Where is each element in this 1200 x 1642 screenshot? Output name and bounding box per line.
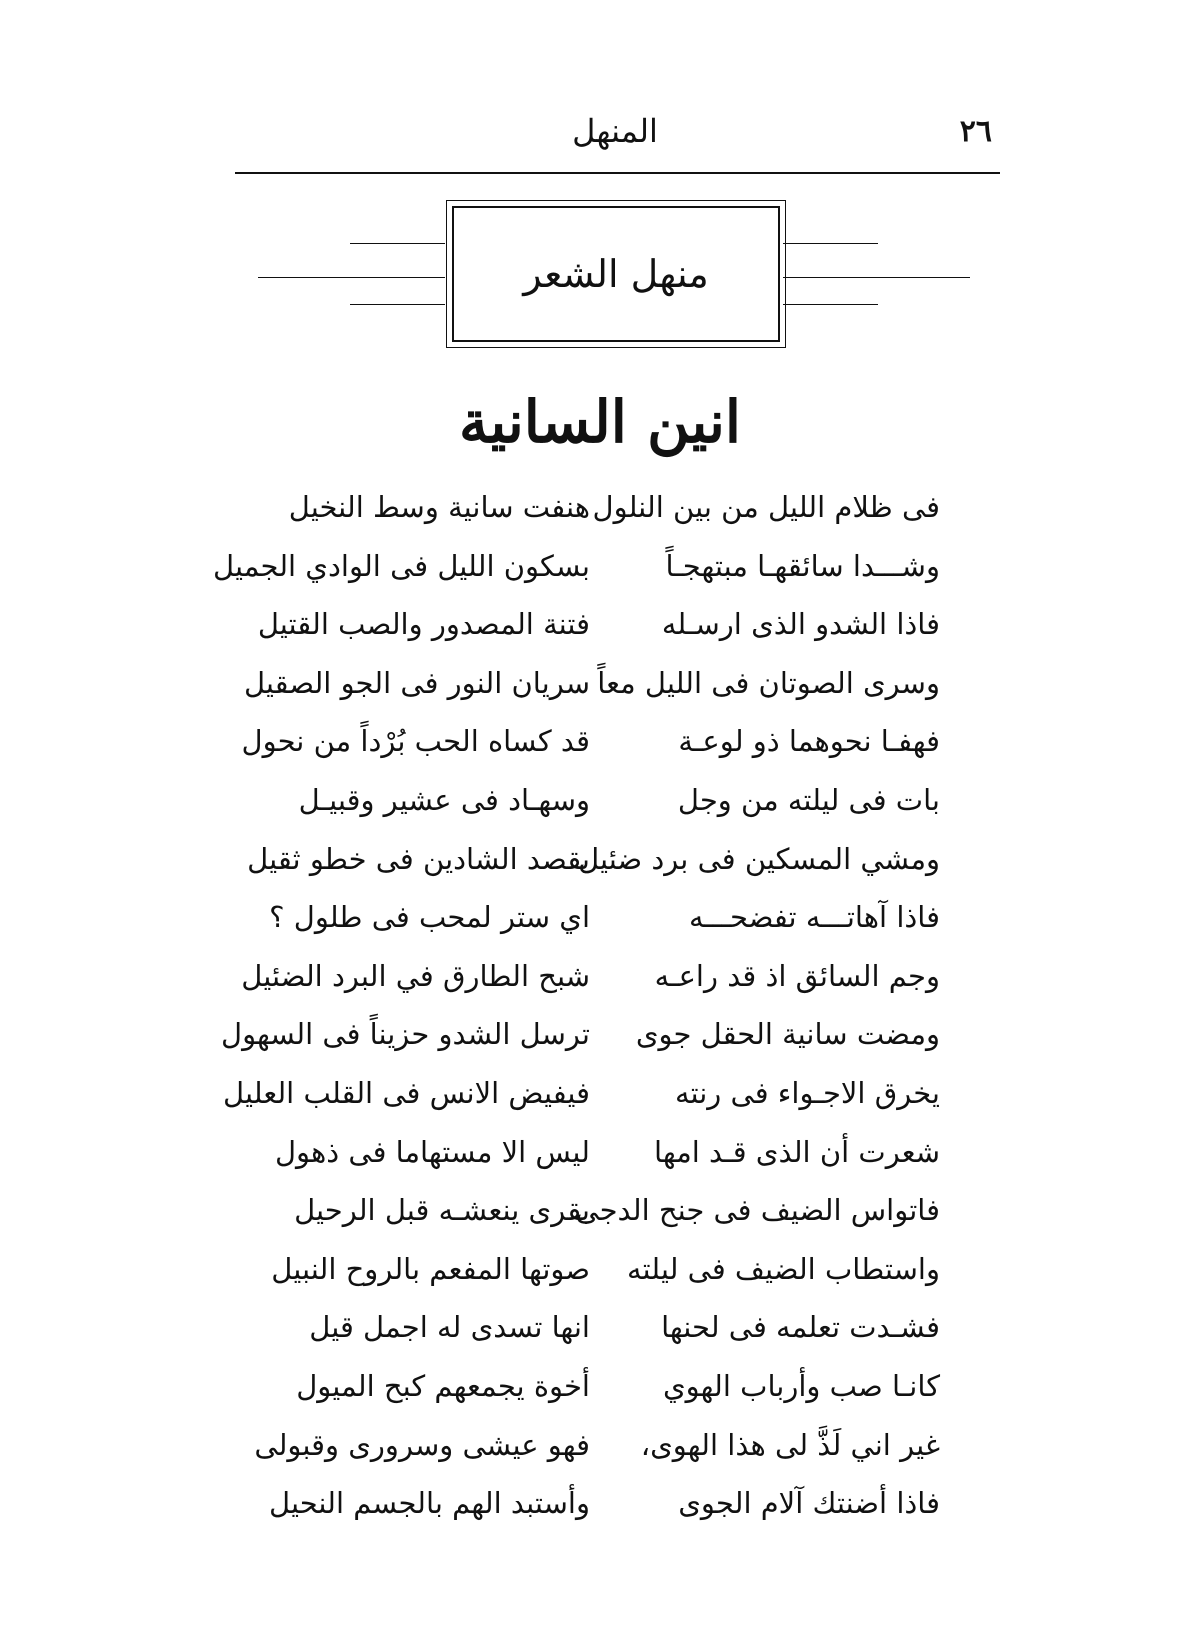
verse-2-second-hemistich: بسكون الليل فى الوادي الجميل — [213, 548, 590, 583]
verse-10-second-hemistich: ترسل الشدو حزيناً فى السهول — [221, 1017, 590, 1052]
verse-2-first-hemistich: وشـــدا سائقهـا مبتهجـاً — [665, 548, 940, 583]
verse-18-first-hemistich: فاذا أضنتك آلام الجوى — [678, 1486, 940, 1521]
verse-5 — [241, 712, 940, 771]
verse-9-first-hemistich: وجم السائق اذ قد راعـه — [654, 958, 940, 993]
verse-4 — [243, 654, 940, 713]
verse-3 — [257, 595, 940, 654]
verse-2 — [213, 537, 940, 596]
verse-6-second-hemistich: وسهـاد فى عشير وقبيـل — [298, 782, 590, 817]
verse-7-first-hemistich: ومشي المسكين فى برد ضئيل — [578, 841, 940, 876]
verse-5-second-hemistich: قد كساه الحب بُرْداً من نحول — [241, 724, 590, 759]
verse-18 — [268, 1474, 940, 1533]
poem-title: انين السانية — [458, 388, 742, 456]
verse-10 — [221, 1005, 940, 1064]
verse-7 — [247, 830, 940, 889]
verse-14-first-hemistich: واستطاب الضيف فى ليلته — [626, 1251, 940, 1286]
verse-6-first-hemistich: بات فى ليلته من وجل — [677, 782, 940, 817]
verse-1-first-hemistich: فى ظلام الليل من بين النلول — [592, 490, 940, 524]
verse-12-second-hemistich: ليس الا مستهاما فى ذهول — [274, 1134, 590, 1169]
verse-14-second-hemistich: صوتها المفعم بالروح النبيل — [271, 1251, 590, 1286]
verse-8-second-hemistich: اي ستر لمحب فى طلول ؟ — [269, 900, 590, 935]
verse-10-first-hemistich: ومضت سانية الحقل جوى — [635, 1017, 940, 1052]
verse-12 — [274, 1123, 940, 1182]
verse-11-first-hemistich: يخرق الاجـواء فى رنته — [674, 1075, 940, 1110]
verse-5-first-hemistich: فهفـا نحوهما ذو لوعـة — [678, 724, 940, 759]
verse-16-second-hemistich: أخوة يجمعهم كبح الميول — [296, 1368, 590, 1403]
verse-16 — [290, 1357, 940, 1416]
verse-15 — [290, 1298, 940, 1357]
verse-15-first-hemistich: فشـدت تعلمه فى لحنها — [661, 1310, 940, 1345]
verse-18-second-hemistich: وأستبد الهم بالجسم النحيل — [268, 1486, 590, 1521]
verse-17-second-hemistich: فهو عيشى وسرورى وقبولى — [254, 1427, 590, 1462]
verse-13-second-hemistich: بقرى ينعشـه قبل الرحيل — [294, 1193, 590, 1228]
verse-11 — [223, 1064, 940, 1123]
deco-line-right-top — [783, 243, 878, 244]
verse-17 — [254, 1416, 940, 1475]
verse-15-second-hemistich: انها تسدى له اجمل قيل — [309, 1310, 590, 1345]
verse-3-first-hemistich: فاذا الشدو الذى ارسـله — [661, 607, 940, 642]
verse-1-second-hemistich: هنفت سانية وسط النخيل — [288, 490, 590, 524]
deco-line-right-bottom — [783, 304, 878, 305]
verse-4-second-hemistich: سريان النور فى الجو الصقيل — [243, 665, 590, 700]
deco-line-left-top — [350, 243, 445, 244]
verse-13 — [290, 1181, 940, 1240]
running-head — [230, 108, 1000, 164]
verse-1 — [290, 478, 940, 537]
verse-17-first-hemistich: غير اني لَذَّ لى هذا الهوى، — [640, 1427, 940, 1462]
verse-11-second-hemistich: فيفيض الانس فى القلب العليل — [223, 1075, 590, 1110]
verse-9 — [241, 947, 940, 1006]
deco-line-left-bottom — [350, 304, 445, 305]
header-rule — [235, 172, 1000, 174]
verse-14 — [271, 1240, 940, 1299]
poem-body — [213, 478, 940, 1533]
verse-7-second-hemistich: يقصد الشادين فى خطو ثقيل — [247, 841, 590, 876]
verse-12-first-hemistich: شعرت أن الذى قـد امها — [653, 1134, 940, 1169]
verse-4-first-hemistich: وسرى الصوتان فى الليل معاً — [597, 665, 940, 700]
page-number: ٢٦ — [959, 114, 992, 149]
verse-9-second-hemistich: شبح الطارق في البرد الضئيل — [241, 958, 590, 993]
verse-8 — [269, 888, 940, 947]
verse-3-second-hemistich: فتنة المصدور والصب القتيل — [257, 607, 590, 642]
section-title: منهل الشعر — [523, 252, 709, 296]
verse-16-first-hemistich: كانـا صب وأرباب الهوي — [662, 1368, 940, 1403]
verse-8-first-hemistich: فاذا آهاتـــه تفضحـــه — [688, 900, 940, 935]
journal-name: المنهل — [572, 112, 658, 150]
verse-6 — [290, 771, 940, 830]
deco-line-left-middle — [258, 277, 445, 278]
deco-line-right-middle — [783, 277, 970, 278]
section-box — [452, 206, 780, 342]
verse-13-first-hemistich: فاتواس الضيف فى جنح الدجى — [575, 1193, 940, 1228]
